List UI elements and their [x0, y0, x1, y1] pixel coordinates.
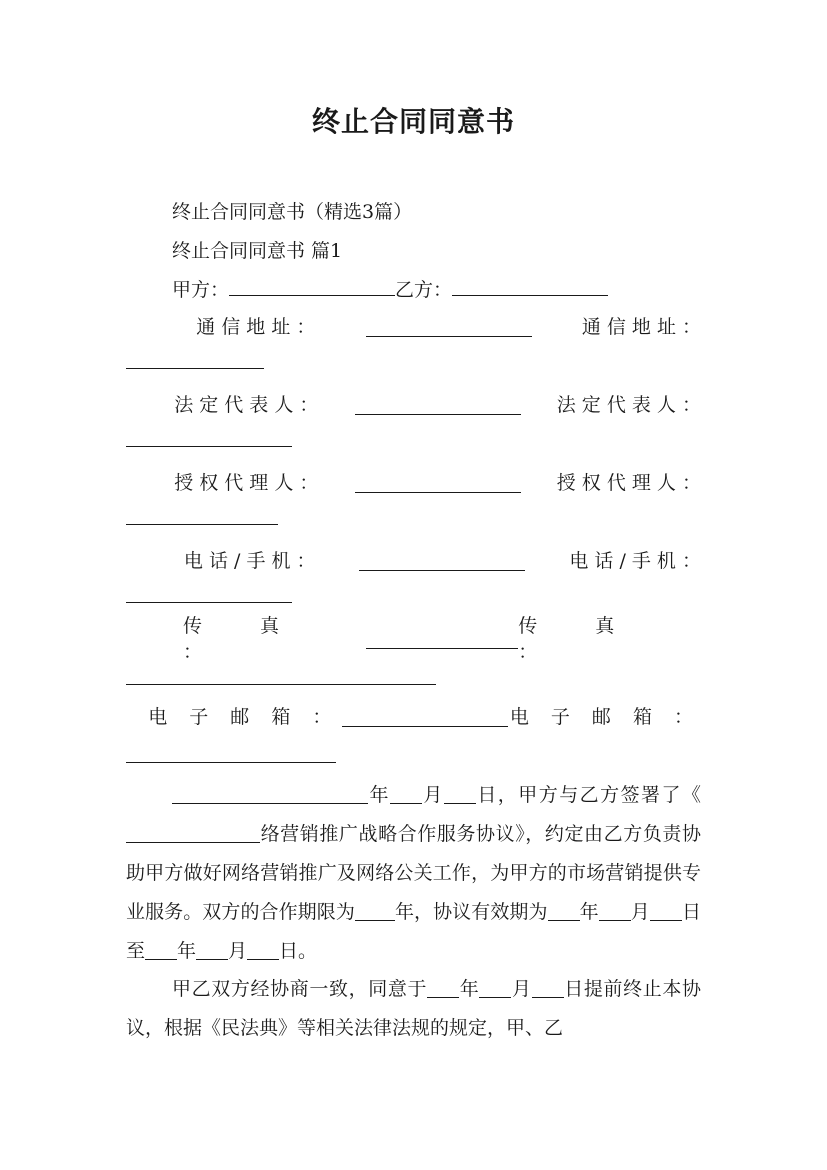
- paragraph-agreement: [126, 776, 701, 971]
- field-label-b: 授 权 代 理 人 ：: [556, 472, 701, 494]
- text: 月: [228, 940, 248, 962]
- blank: [599, 900, 631, 921]
- blank: [196, 939, 228, 960]
- text: 日至: [126, 901, 701, 962]
- field-label-a: 授 权 代 理 人 ：: [174, 472, 319, 494]
- party-a-label: 甲方：: [172, 279, 230, 301]
- field-blank-a: [359, 552, 525, 571]
- text: 甲乙双方经协商一致，同意于: [172, 978, 428, 1000]
- text: 月: [511, 978, 532, 1000]
- blank: [390, 783, 422, 804]
- party-line: [172, 277, 608, 303]
- field-continuation-blank: [126, 368, 264, 369]
- text: 络营销推广战略合作服务协议》，约定由乙方负责协助甲方做好网络营销推广及网络公关工作，为甲方的市场营销提供专业服务。双方的合作期限为: [126, 823, 701, 923]
- blank: [355, 900, 395, 921]
- text: 月: [630, 901, 650, 923]
- text: 日。: [279, 940, 318, 962]
- field-row-email: [126, 704, 701, 730]
- field-label-a: 传 真 ：: [182, 615, 305, 663]
- blank: [548, 900, 580, 921]
- field-row-phone: [126, 548, 701, 574]
- field-continuation-blank: [126, 762, 336, 763]
- field-continuation-blank: [126, 684, 436, 685]
- text: 月: [421, 784, 444, 806]
- field-blank-a: [366, 318, 532, 337]
- blank: [427, 977, 459, 998]
- field-blank-a: [366, 630, 518, 649]
- document-title: 终止合同同意书: [311, 105, 515, 138]
- blank: [650, 900, 682, 921]
- text: 日提前终止本协议，根据《民法典》等相关法律法规的规定，甲、乙: [126, 978, 701, 1039]
- text: 年: [177, 940, 197, 962]
- text: 年: [579, 901, 599, 923]
- field-blank-a: [355, 474, 521, 493]
- field-row-legal-rep: [126, 392, 701, 418]
- field-row-agent: [126, 470, 701, 496]
- field-blank-a: [355, 396, 521, 415]
- party-a-blank: [229, 277, 395, 296]
- field-label-b: 法 定 代 表 人 ：: [556, 394, 701, 416]
- field-label-a: 法 定 代 表 人 ：: [174, 394, 319, 416]
- party-b-blank: [452, 277, 608, 296]
- field-row-fax: [126, 615, 701, 663]
- field-continuation-blank: [126, 446, 292, 447]
- blank: [172, 783, 368, 804]
- party-b-label: 乙方：: [395, 279, 453, 301]
- field-continuation-blank: [126, 602, 292, 603]
- field-label-a: 电 子 邮 箱 ：: [148, 706, 340, 728]
- blank: [479, 977, 511, 998]
- section-heading: 终止合同同意书 篇1: [172, 240, 343, 262]
- field-label-a: 通 信 地 址 ：: [196, 316, 316, 338]
- text: 《: [681, 784, 701, 806]
- field-continuation-blank: [126, 524, 278, 525]
- field-label-a: 电 话 / 手 机 ：: [183, 550, 316, 572]
- text: 日，甲方与乙方签署了: [475, 784, 682, 806]
- text: 年: [368, 784, 390, 806]
- blank: [145, 939, 177, 960]
- text: 年，协议有效期为: [394, 901, 548, 923]
- field-row-address: [126, 314, 701, 340]
- field-label-b: 传 真 ：: [518, 615, 641, 663]
- blank: [247, 939, 279, 960]
- blank: [126, 822, 260, 843]
- document-subtitle: 终止合同同意书（精选3篇）: [172, 201, 413, 223]
- blank: [532, 977, 564, 998]
- field-label-b: 电 子 邮 箱 ：: [509, 706, 701, 728]
- text: 年: [459, 978, 480, 1000]
- blank: [444, 783, 476, 804]
- paragraph-termination: [126, 970, 701, 1048]
- field-blank-a: [342, 708, 508, 727]
- field-label-b: 电 话 / 手 机 ：: [569, 550, 701, 572]
- field-label-b: 通 信 地 址 ：: [581, 316, 701, 338]
